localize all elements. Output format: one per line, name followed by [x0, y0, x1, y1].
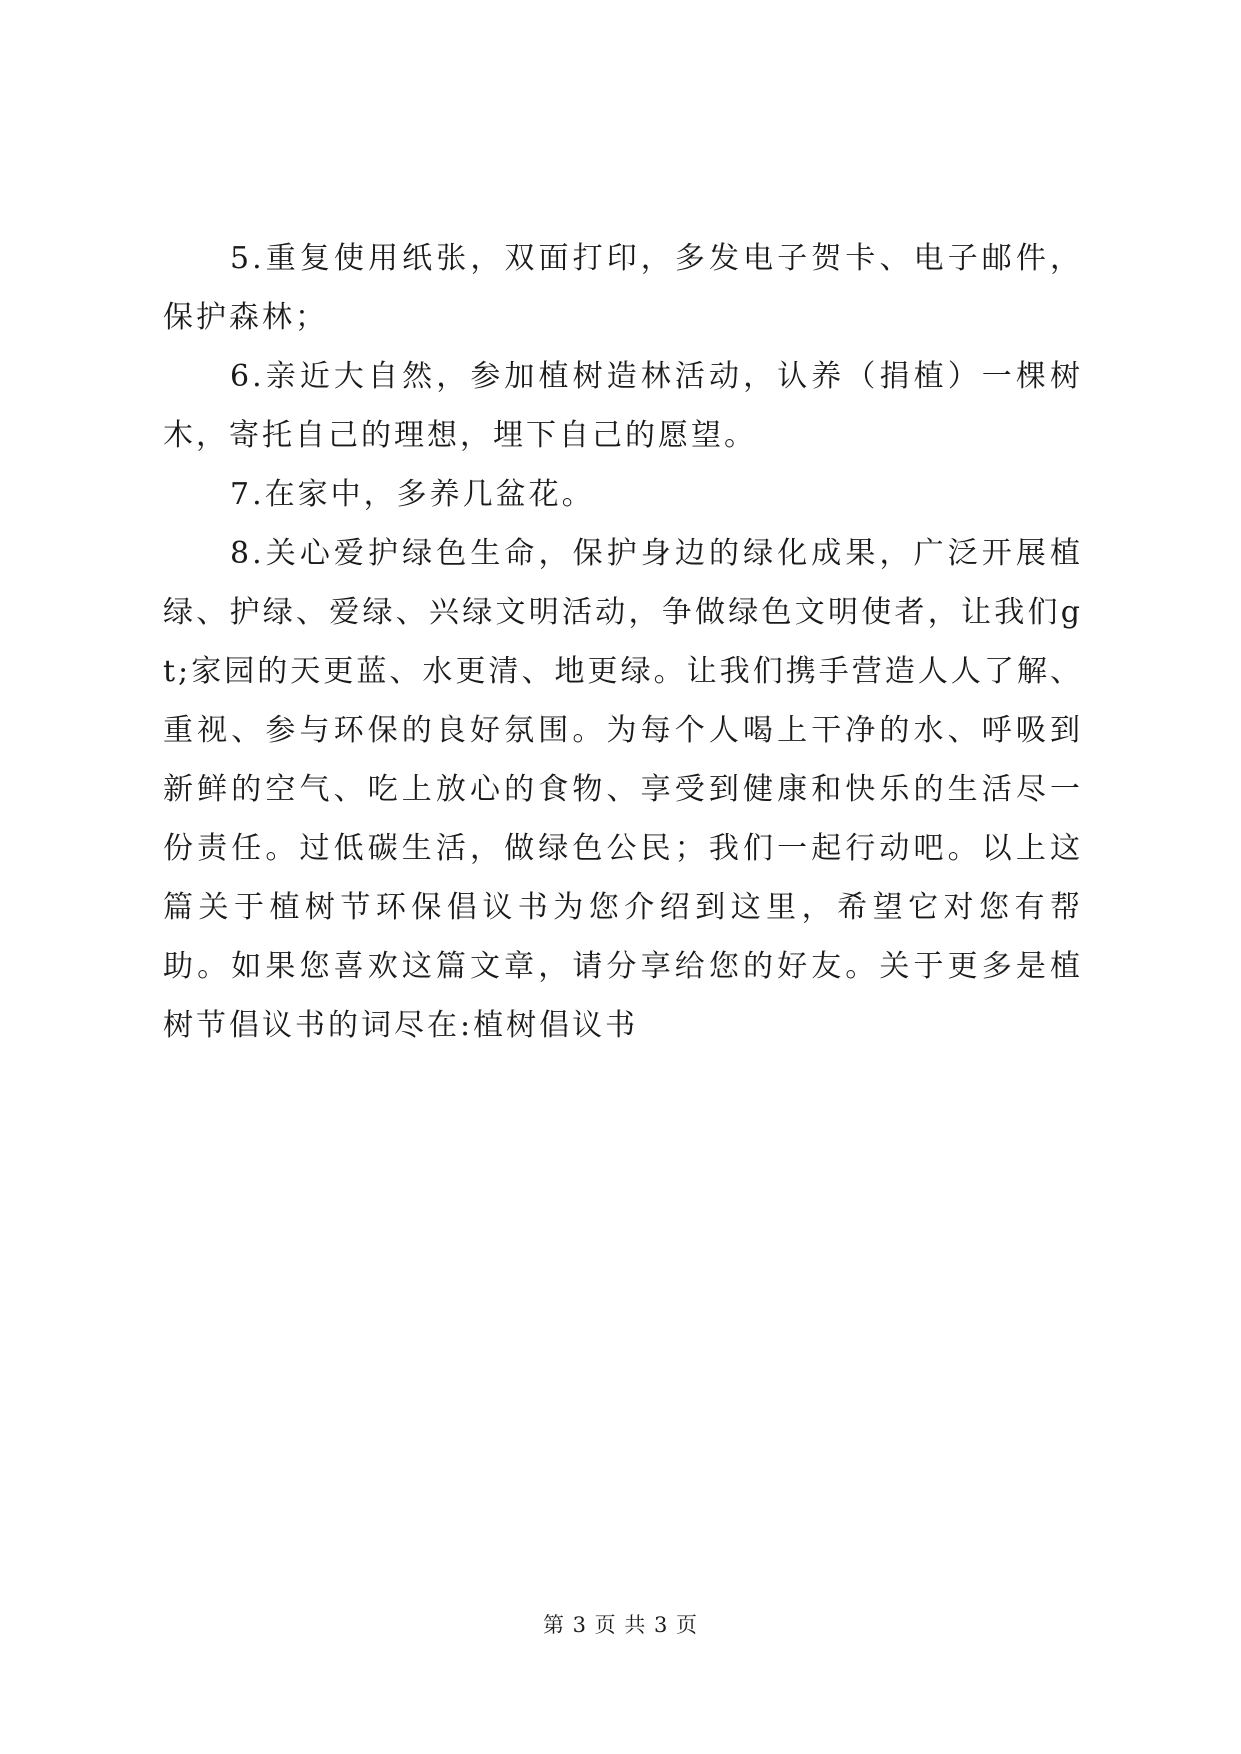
- document-body: [163, 229, 1083, 1055]
- paragraph-item-8: 8.关心爱护绿色生命，保护身边的绿化成果，广泛开展植绿、护绿、爱绿、兴绿文明活动，争做绿色文明使者，让我们gt;家园的天更蓝、水更清、地更绿。让我们携手营造人人了解、重视、参与环保的良好氛围。为每个人喝上干净的水、呼吸到新鲜的空气、吃上放心的食物、享受到健康和快乐的生活尽一份责任。过低碳生活，做绿色公民；我们一起行动吧。以上这篇关于植树节环保倡议书为您介绍到这里，希望它对您有帮助。如果您喜欢这篇文章，请分享给您的好友。关于更多是植树节倡议书的词尽在:植树倡议书: [163, 536, 1083, 1043]
- paragraph-item-6: 6.亲近大自然，参加植树造林活动，认养（捐植）一棵树木，寄托自己的理想，埋下自己的愿望。: [163, 359, 1083, 453]
- page-number-footer: 第 3 页 共 3 页: [542, 1613, 699, 1637]
- paragraph-item-5: 5.重复使用纸张，双面打印，多发电子贺卡、电子邮件，保护森林；: [163, 241, 1083, 335]
- paragraph-item-7: 7.在家中，多养几盆花。: [230, 477, 595, 512]
